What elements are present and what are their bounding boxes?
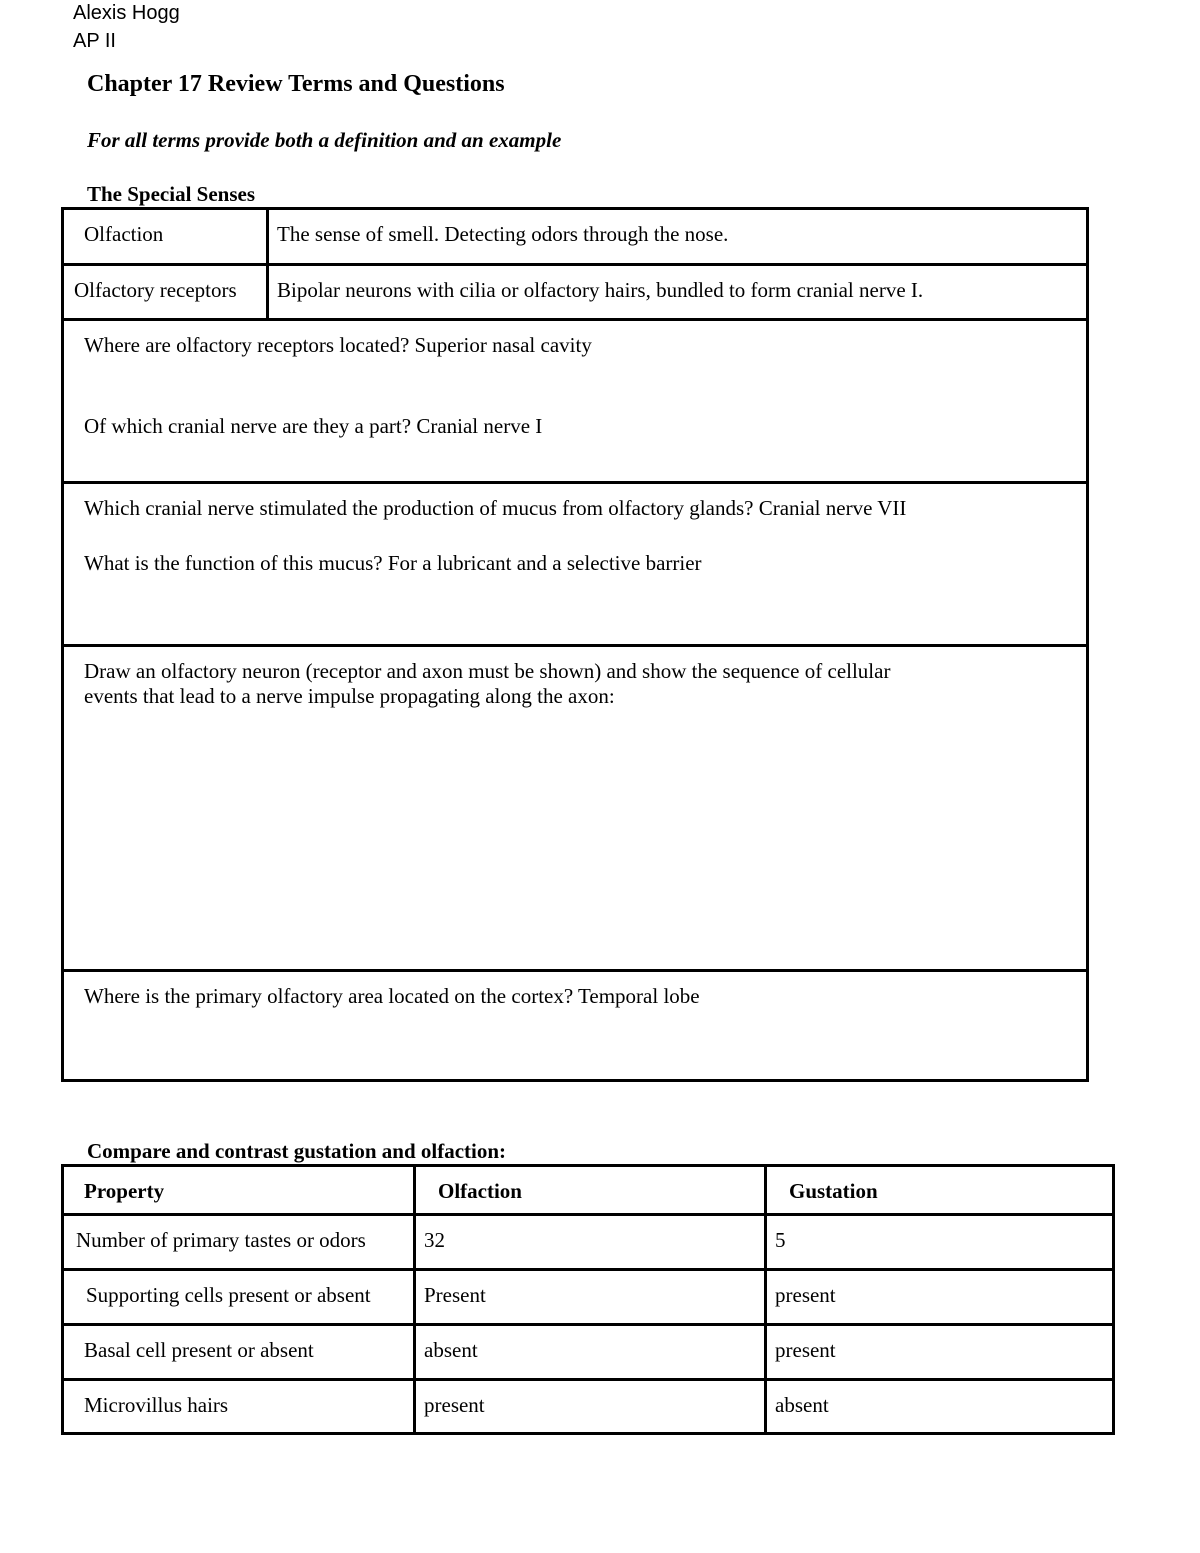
course-name: AP II [73,30,116,52]
document-title: Chapter 17 Review Terms and Questions [87,71,505,97]
table-row [63,1215,1114,1270]
term-row [63,209,1088,265]
column-header-olfaction: Olfaction [415,1166,766,1215]
gustation-cell: present [766,1270,1114,1325]
section-heading-compare: Compare and contrast gustation and olfaction: [87,1139,507,1163]
term-row [63,265,1088,320]
question-text: events that lead to a nerve impulse propagating along the axon: [84,684,615,708]
column-header-gustation: Gustation [766,1166,1114,1215]
section-heading-special-senses: The Special Senses [87,182,256,206]
question-cell [63,646,1088,971]
question-row [63,646,1088,971]
instruction-text: For all terms provide both a definition and an example [87,128,562,152]
question-cell [63,971,1088,1081]
answer-space [84,358,1066,414]
olfaction-cell: 32 [415,1215,766,1270]
gustation-cell: absent [766,1380,1114,1434]
question-text: Of which cranial nerve are they a part? Cranial nerve I [84,414,543,438]
question-text: Which cranial nerve stimulated the production of mucus from olfactory glands? Cranial nerve VII [84,496,907,520]
term-cell: Olfactory receptors [63,265,268,320]
olfaction-cell: present [415,1380,766,1434]
question-row [63,971,1088,1081]
compare-contrast-table [61,1164,1115,1435]
gustation-cell: present [766,1325,1114,1380]
question-row [63,483,1088,646]
special-senses-table [61,207,1089,1082]
table-row [63,1380,1114,1434]
term-cell: Olfaction [63,209,268,265]
question-text: Where is the primary olfactory area located on the cortex? Temporal lobe [84,984,700,1008]
column-header-property: Property [63,1166,415,1215]
table-row [63,1270,1114,1325]
question-cell [63,320,1088,483]
olfaction-cell: absent [415,1325,766,1380]
property-cell: Microvillus hairs [63,1380,415,1434]
gustation-cell: 5 [766,1215,1114,1270]
definition-cell: The sense of smell. Detecting odors through the nose. [268,209,1088,265]
property-cell: Number of primary tastes or odors [63,1215,415,1270]
property-cell: Supporting cells present or absent [63,1270,415,1325]
table-row [63,1325,1114,1380]
question-row [63,320,1088,483]
olfaction-cell: Present [415,1270,766,1325]
property-cell: Basal cell present or absent [63,1325,415,1380]
question-text: Where are olfactory receptors located? Superior nasal cavity [84,333,592,357]
answer-space [84,521,1066,551]
question-cell [63,483,1088,646]
author-name: Alexis Hogg [73,2,180,24]
question-text: Draw an olfactory neuron (receptor and axon must be shown) and show the sequence of cellular [84,659,891,683]
definition-cell: Bipolar neurons with cilia or olfactory hairs, bundled to form cranial nerve I. [268,265,1088,320]
question-text: What is the function of this mucus? For a lubricant and a selective barrier [84,551,702,575]
table-header-row [63,1166,1114,1215]
